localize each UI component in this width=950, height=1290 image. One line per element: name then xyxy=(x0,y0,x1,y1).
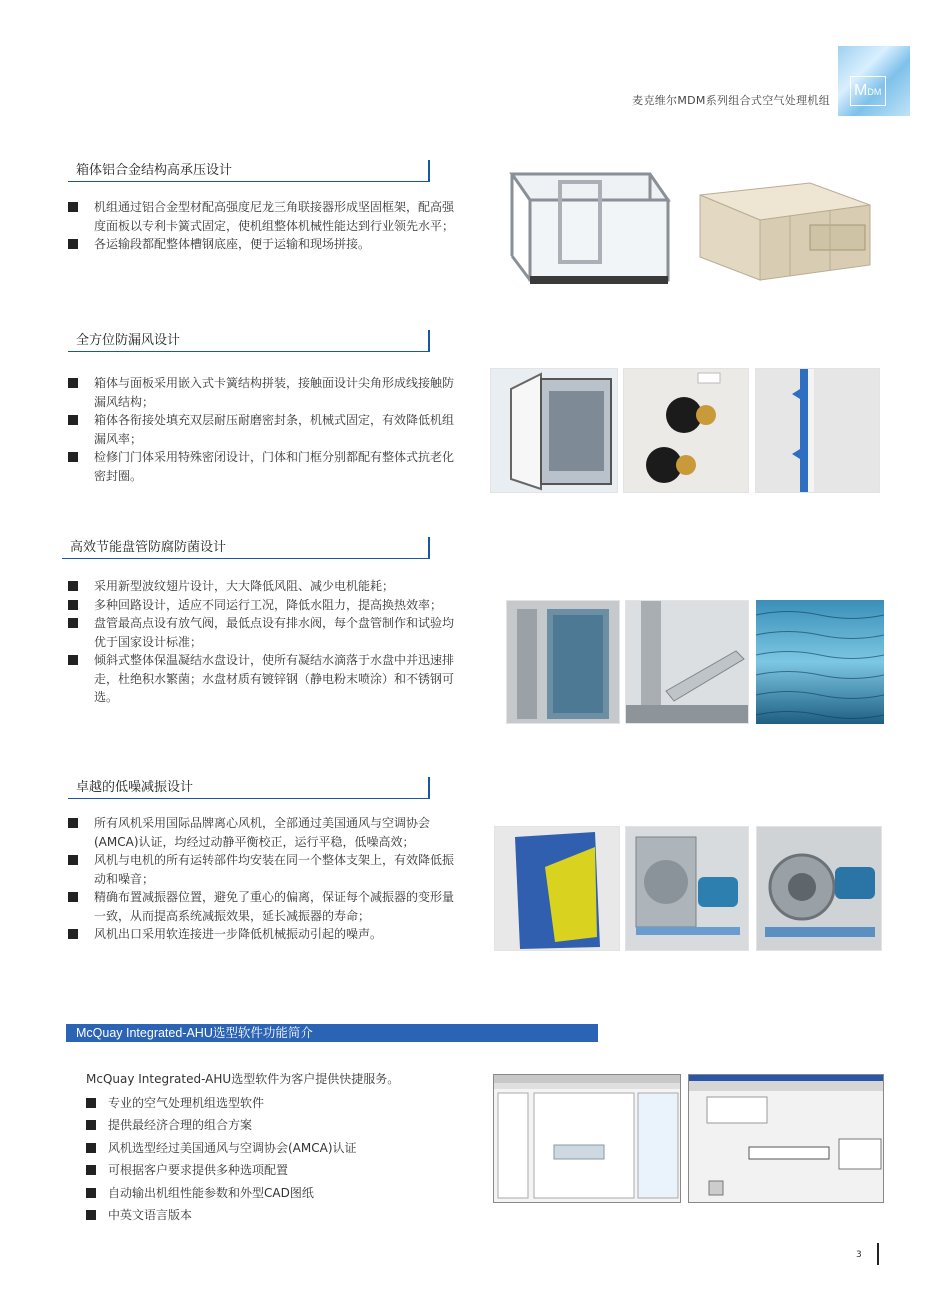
software-intro: McQuay Integrated-AHU选型软件为客户提供快捷服务。 xyxy=(86,1072,400,1086)
section-heading-noise: 卓越的低噪减振设计 xyxy=(68,777,430,799)
list-item: 机组通过铝合金型材配高强度尼龙三角联接器形成坚固框架，配高强度面板以专利卡簧式固定，使机组整体机械性能达到行业领先水平； xyxy=(68,198,464,235)
drain-pan-photo xyxy=(625,600,749,724)
door-photo xyxy=(490,368,618,493)
section-heading-structure: 箱体铝合金结构高承压设计 xyxy=(68,160,430,182)
list-item: 多种回路设计，适应不同运行工况，降低水阻力，提高换热效率； xyxy=(68,596,464,615)
software-screenshot-2 xyxy=(688,1074,884,1203)
section-list-coil xyxy=(68,577,464,707)
list-item: 检修门门体采用特殊密闭设计，门体和门框分别都配有整体式抗老化密封圈。 xyxy=(68,448,464,485)
list-item: 中英文语言版本 xyxy=(86,1204,357,1226)
list-item: 盘管最高点设有放气阀，最低点设有排水阀，每个盘管制作和试验均优于国家设计标准； xyxy=(68,614,464,651)
list-item: 提供最经济合理的组合方案 xyxy=(86,1114,357,1136)
list-item: 风机与电机的所有运转部件均安装在同一个整体支架上，有效降低振动和噪音； xyxy=(68,851,464,888)
software-screenshot-1 xyxy=(493,1074,681,1203)
list-item: 风机选型经过美国通风与空调协会(AMCA)认证 xyxy=(86,1137,357,1159)
list-item: 所有风机采用国际品牌离心风机，全部通过美国通风与空调协会(AMCA)认证，均经过动静平衡校正，运行平稳，低噪高效； xyxy=(68,814,464,851)
section-heading-coil: 高效节能盘管防腐防菌设计 xyxy=(62,537,430,559)
section-heading-leakproof: 全方位防漏风设计 xyxy=(68,330,430,352)
list-item: 精确布置减振器位置，避免了重心的偏离，保证每个减振器的变形量一致，从而提高系统减振效果，延长减振器的寿命； xyxy=(68,888,464,925)
software-feature-list xyxy=(86,1092,357,1226)
seal-profile-photo xyxy=(755,368,880,493)
list-item: 风机出口采用软连接进一步降低机械振动引起的噪声。 xyxy=(68,925,464,944)
list-item: 箱体与面板采用嵌入式卡簧结构拼装，接触面设计尖角形成线接触防漏风结构； xyxy=(68,374,464,411)
list-item: 采用新型波纹翅片设计，大大降低风阻、减少电机能耗； xyxy=(68,577,464,596)
fan-assembly-photo xyxy=(756,826,882,951)
page-number: 3 xyxy=(856,1250,862,1260)
mdm-logo: MDM xyxy=(838,46,910,116)
list-item: 专业的空气处理机组选型软件 xyxy=(86,1092,357,1114)
amca-certificate-photo xyxy=(494,826,620,951)
ahu-unit-photo xyxy=(690,175,880,295)
section-list-leakproof xyxy=(68,374,464,485)
list-item: 可根据客户要求提供多种选项配置 xyxy=(86,1159,357,1181)
fan-motor-photo xyxy=(625,826,749,951)
door-handle-photo xyxy=(623,368,749,493)
list-item: 箱体各衔接处填充双层耐压耐磨密封条，机械式固定，有效降低机组漏风率； xyxy=(68,411,464,448)
software-heading: McQuay Integrated-AHU选型软件功能简介 xyxy=(66,1024,598,1042)
list-item: 各运输段都配整体槽钢底座，便于运输和现场拼接。 xyxy=(68,235,464,254)
section-list-noise xyxy=(68,814,464,944)
page-number-divider xyxy=(877,1243,879,1265)
list-item: 倾斜式整体保温凝结水盘设计，使所有凝结水滴落于水盘中并迅速排走，杜绝积水繁菌；水盘材质有镀锌钢（静电粉末喷涂）和不锈钢可选。 xyxy=(68,651,464,707)
frame-photo xyxy=(500,160,678,293)
header-title: 麦克维尔MDM系列组合式空气处理机组 xyxy=(632,94,830,107)
list-item: 自动输出机组性能参数和外型CAD图纸 xyxy=(86,1182,357,1204)
fin-closeup-photo xyxy=(756,600,884,724)
section-list-structure xyxy=(68,198,464,254)
coil-section-photo xyxy=(506,600,620,724)
